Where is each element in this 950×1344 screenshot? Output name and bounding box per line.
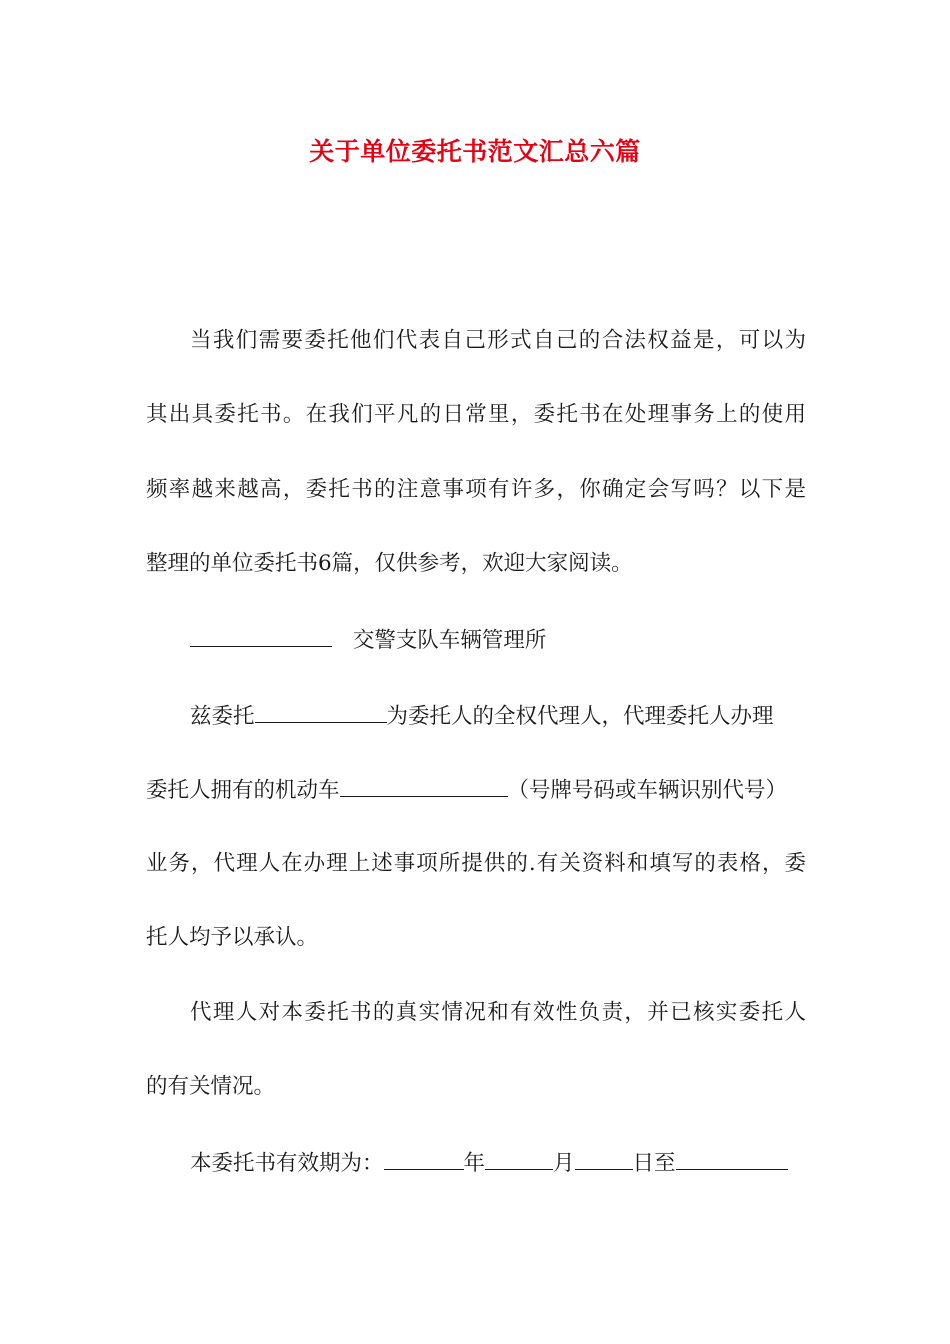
intro-line-3: 频率越来越高，委托书的注意事项有许多，你确定会写吗？以下是 (146, 477, 806, 502)
entrust-line-3: 业务，代理人在办理上述事项所提供的.有关资料和填写的表格，委 (146, 851, 806, 876)
responsibility-line-2: 的有关情况。 (146, 1074, 276, 1099)
start-year-blank (384, 1147, 464, 1170)
entrust-suffix: 为委托人的全权代理人，代理委托人办理 (386, 704, 774, 729)
entrust-prefix: 兹委托 (190, 704, 255, 729)
addressee-line (146, 624, 806, 656)
validity-line (146, 1147, 806, 1179)
day-to-label: 日至 (632, 1151, 676, 1176)
entrust-line-1 (146, 700, 806, 732)
vehicle-blank (340, 774, 508, 797)
year-label: 年 (463, 1151, 486, 1176)
addressee-blank (190, 624, 332, 647)
vehicle-suffix: （号牌号码或车辆识别代号） (507, 778, 788, 803)
start-month-blank (485, 1147, 553, 1170)
vehicle-prefix: 委托人拥有的机动车 (146, 778, 340, 803)
intro-line-4: 整理的单位委托书6篇，仅供参考，欢迎大家阅读。 (146, 551, 633, 576)
validity-prefix: 本委托书有效期为： (190, 1151, 384, 1176)
agent-name-blank (255, 700, 387, 723)
responsibility-line-1: 代理人对本委托书的真实情况和有效性负责，并已核实委托人 (190, 1000, 806, 1025)
intro-line-2: 其出具委托书。在我们平凡的日常里，委托书在处理事务上的使用 (146, 402, 806, 427)
end-date-blank (676, 1147, 788, 1170)
entrust-line-2 (146, 774, 806, 806)
intro-line-1: 当我们需要委托他们代表自己形式自己的合法权益是，可以为 (190, 328, 806, 353)
month-label: 月 (553, 1151, 575, 1176)
addressee-text: 交警支队车辆管理所 (352, 628, 547, 653)
entrust-line-4: 托人均予以承认。 (146, 925, 319, 950)
start-day-blank (575, 1147, 633, 1170)
document-title: 关于单位委托书范文汇总六篇 (309, 137, 641, 166)
